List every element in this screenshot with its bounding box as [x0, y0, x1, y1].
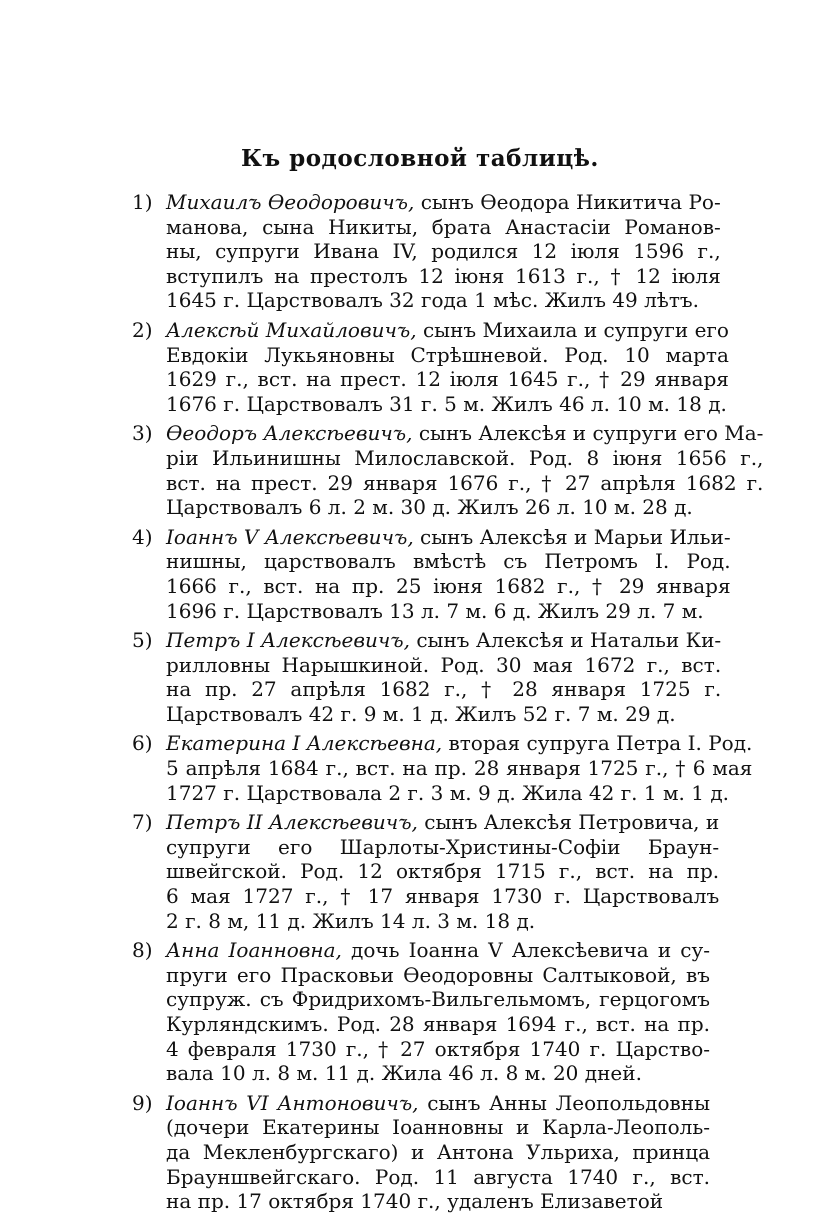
entry-line [166, 446, 763, 471]
entry-line [166, 549, 731, 574]
entry-line-text: сынъ Алексѣя Петровича, и [417, 810, 720, 835]
entry-line-text: сынъ Алексѣя и супруги его Ма- [412, 421, 764, 446]
entry-line-text: 1666 г., вст. на пр. 25 іюня 1682 г., † 29 января [166, 573, 731, 598]
genealogy-entry [132, 810, 720, 933]
entry-line-text: 2 г. 8 м, 11 д. Жилъ 14 л. 3 м. 18 д. [166, 908, 536, 933]
entry-line-text: Евдокіи Лукьяновны Стрѣшневой. Род. 10 марта [166, 342, 729, 367]
ruler-name: Анна Іоанновна, [166, 938, 342, 963]
entry-line-text: сынъ Михаила и супруги его [416, 317, 729, 342]
entry-line [166, 574, 731, 599]
entry-line [166, 859, 719, 884]
entry-line [166, 495, 763, 520]
entry-line [166, 318, 729, 343]
entry-line [166, 653, 721, 678]
entry-line-text: на пр. 27 апрѣля 1682 г., † 28 января 1725 г. [166, 677, 722, 702]
entry-line [166, 1165, 710, 1190]
entry-line-text: ны, супруги Ивана IV, родился 12 іюля 1596 г., [166, 239, 721, 264]
entry-line-text: 4 февраля 1730 г., † 27 октября 1740 г. Царство- [166, 1036, 710, 1061]
entry-number: 8) [132, 938, 153, 963]
genealogy-entry [132, 421, 764, 520]
entry-line [166, 810, 719, 835]
entry-line [166, 628, 721, 653]
entry-line-text: 6 мая 1727 г., † 17 января 1730 г. Царствовалъ [166, 884, 720, 909]
entry-line [166, 264, 721, 289]
entry-line [166, 343, 729, 368]
entry-line [166, 1115, 710, 1140]
ruler-name: Петръ I Алексѣевичъ, [166, 628, 410, 653]
entry-line-text: Брауншвейгскаго. Род. 11 августа 1740 г., вст. [166, 1164, 710, 1189]
entry-number: 9) [132, 1090, 153, 1115]
entry-line [166, 288, 721, 313]
genealogy-entry [132, 938, 710, 1086]
genealogy-entry [132, 628, 722, 726]
entry-line-text: на пр. 17 октября 1740 г., удаленъ Елизаветой [166, 1189, 664, 1214]
genealogy-entry [132, 1091, 710, 1214]
entry-line-text: 5 апрѣля 1684 г., вст. на пр. 28 января 1725 г., † 6 мая [166, 756, 753, 781]
ruler-name: Михаилъ Ѳеодоровичъ, [166, 190, 415, 214]
entry-line-text: (дочери Екатерины Іоанновны и Карла-Леополь- [166, 1115, 710, 1140]
genealogy-entry [132, 731, 753, 805]
entry-line [166, 392, 729, 417]
entry-line-text: сынъ Алексѣя и Натальи Ки- [409, 628, 722, 653]
entry-line-text: Курляндскимъ. Род. 28 января 1694 г., вст. на пр. [166, 1012, 710, 1036]
entry-line [166, 1037, 710, 1062]
entry-line-text: швейгской. Род. 12 октября 1715 г., вст. на пр. [166, 859, 720, 884]
entry-number: 5) [132, 628, 153, 653]
entry-line [166, 367, 729, 392]
entry-line-text: нишны, царствовалъ вмѣстѣ съ Петромъ I. Род. [166, 549, 731, 574]
entry-line [166, 471, 763, 496]
entry-line [166, 963, 710, 988]
entry-line-text: Царствовалъ 6 л. 2 м. 30 д. Жилъ 26 л. 10 м. 28 д. [166, 495, 693, 520]
entry-line-text: 1676 г. Царствовалъ 31 г. 5 м. Жилъ 46 л. 10 м. 18 д. [166, 391, 727, 416]
entry-line-text: рилловны Нарышкиной. Род. 30 мая 1672 г., вст. [166, 652, 722, 677]
genealogy-entry [132, 524, 731, 623]
entry-line [166, 1061, 710, 1086]
entry-line [166, 884, 719, 909]
entry-text [166, 318, 729, 416]
entry-line [166, 421, 763, 446]
entry-line-text: 1696 г. Царствовалъ 13 л. 7 м. 6 д. Жилъ 29 л. 7 м. [166, 598, 704, 623]
entry-line-text: супруги его Шарлоты-Христины-Софіи Браун- [166, 834, 720, 859]
entry-line [166, 702, 721, 727]
entry-number: 4) [132, 524, 153, 549]
ruler-name: Алексѣй Михайловичъ, [166, 317, 417, 342]
entry-text [166, 421, 763, 519]
genealogy-entry [132, 190, 721, 313]
entry-text [166, 628, 721, 726]
entry-line [166, 909, 719, 934]
entry-number: 3) [132, 421, 153, 446]
genealogy-entry [132, 317, 729, 416]
entry-line [166, 731, 752, 756]
ruler-name: Екатерина I Алексѣевна, [166, 731, 443, 756]
ruler-name: Ѳеодоръ Алексѣевичъ, [166, 421, 413, 446]
entry-text [166, 525, 731, 623]
entry-line-text: вступилъ на престолъ 12 іюня 1613 г., † 12 іюля [166, 263, 721, 288]
entry-line-text: сынъ Анны Леопольдовны [418, 1090, 710, 1115]
ruler-name: Іоаннъ V Алексѣевичъ, [166, 524, 414, 549]
entry-line-text: да Мекленбургскаго) и Антона Ульриха, принца [166, 1139, 710, 1164]
entry-line-text: манова, сына Никиты, брата Анастасіи Романов- [166, 214, 721, 239]
entry-line [166, 239, 721, 264]
entry-line-text: 1629 г., вст. на прест. 12 іюля 1645 г., † 29 января [166, 367, 729, 392]
entry-line [166, 215, 721, 240]
entry-line [166, 1189, 710, 1214]
entry-line-text: супруж. съ Фридрихомъ-Вильгельмомъ, герцогомъ [166, 987, 710, 1012]
ruler-name: Петръ II Алексѣевичъ, [166, 810, 418, 835]
entry-text [166, 810, 719, 933]
entry-line-text: дочь Іоанна V Алексѣевича и су- [341, 938, 710, 963]
entry-line-text: Царствовалъ 42 г. 9 м. 1 д. Жилъ 52 г. 7 м. 29 д. [166, 701, 676, 726]
entry-line-text: 1727 г. Царствовала 2 г. 3 м. 9 д. Жила 42 г. 1 м. 1 д. [166, 780, 729, 805]
entry-line [166, 1140, 710, 1165]
entry-line [166, 781, 752, 806]
entry-number: 2) [132, 317, 153, 342]
entry-number: 1) [132, 190, 153, 214]
entry-text [166, 938, 710, 1086]
genealogy-notes-list [132, 190, 764, 1219]
entry-line [166, 756, 752, 781]
entry-line-text: ріи Ильинишны Милославской. Род. 8 іюня 1656 г., [166, 445, 764, 470]
entry-line [166, 987, 710, 1012]
entry-text [166, 190, 721, 313]
entry-text [166, 1091, 710, 1214]
entry-line-text: вторая супруга Петра I. Род. [442, 731, 753, 756]
entry-line-text: пруги его Прасковьи Ѳеодоровны Салтыковой, въ [166, 962, 710, 987]
entry-line-text: 1645 г. Царствовалъ 32 года 1 мѣс. Жилъ 49 лѣтъ. [166, 288, 699, 313]
entry-number: 7) [132, 810, 153, 835]
entry-line [166, 525, 731, 550]
entry-text [166, 731, 752, 805]
entry-line [166, 938, 710, 963]
entry-line-text: сынъ Ѳеодора Никитича Ро- [414, 190, 721, 214]
entry-line [166, 1091, 710, 1116]
entry-number: 6) [132, 731, 153, 756]
page-title: Къ родословной таблицѣ. [241, 145, 599, 172]
entry-line-text: сынъ Алексѣя и Марьи Ильи- [413, 524, 731, 549]
entry-line-text: вала 10 л. 8 м. 11 д. Жила 46 л. 8 м. 20 дней. [166, 1061, 642, 1086]
entry-line [166, 190, 721, 215]
entry-line [166, 1012, 710, 1037]
entry-line-text: вст. на прест. 29 января 1676 г., † 27 апрѣля 1682 г. [166, 470, 764, 495]
ruler-name: Іоаннъ VI Антоновичъ, [166, 1090, 419, 1115]
entry-line [166, 677, 721, 702]
entry-line [166, 835, 719, 860]
entry-line [166, 599, 731, 624]
